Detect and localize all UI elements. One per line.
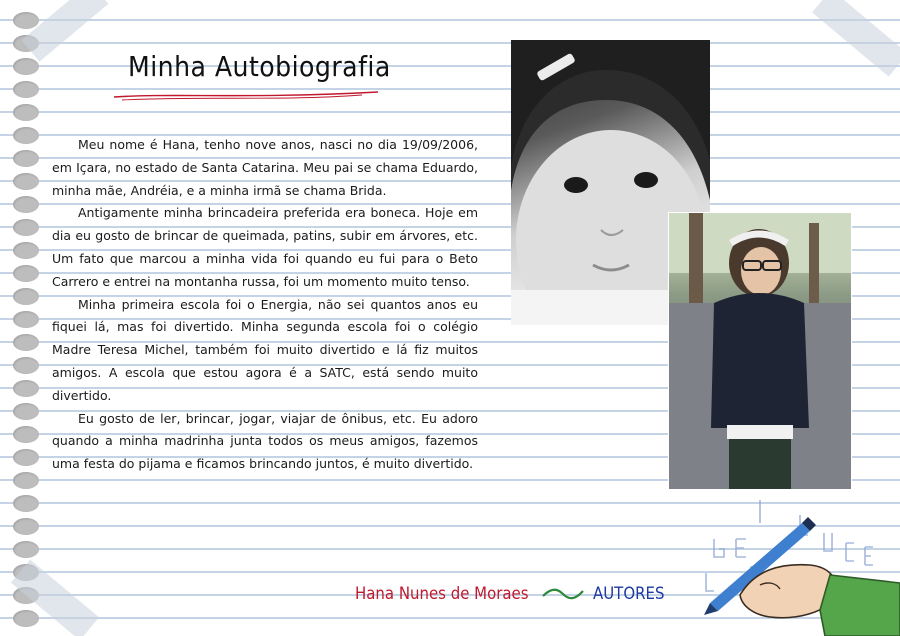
tape-corner-top-left (22, 0, 109, 62)
binding-hole (13, 12, 39, 29)
spiral-binding (13, 12, 43, 636)
binding-hole (13, 403, 39, 420)
binding-hole (13, 81, 39, 98)
binding-hole (13, 380, 39, 397)
binding-hole (13, 265, 39, 282)
binding-hole (13, 242, 39, 259)
binding-hole (13, 334, 39, 351)
binding-hole (13, 127, 39, 144)
paragraph: Antigamente minha brincadeira preferida era boneca. Hoje em dia eu gosto de brincar de queimada, patins, subir em árvores, etc. Um fato que marcou a minha vida foi quando eu fui para o Beto Carrero e entrei na montanha russa, foi um momento muito tenso. (52, 205, 478, 289)
binding-hole (13, 541, 39, 558)
autobiography-text (52, 134, 478, 476)
binding-hole (13, 288, 39, 305)
binding-hole (13, 219, 39, 236)
binding-hole (13, 449, 39, 466)
writing-hand-icon (700, 495, 900, 636)
binding-hole (13, 357, 39, 374)
binding-hole (13, 610, 39, 627)
binding-hole (13, 150, 39, 167)
binding-hole (13, 472, 39, 489)
girl-photo (668, 212, 852, 490)
binding-hole (13, 196, 39, 213)
paragraph: Eu gosto de ler, brincar, jogar, viajar de ônibus, etc. Eu adoro quando a minha madrinha junta todos os meus amigos, fazemos uma festa do pijama e ficamos brincando juntos, é muito divertido. (52, 410, 478, 472)
binding-hole (13, 173, 39, 190)
section-label: AUTORES (593, 584, 665, 604)
binding-hole (13, 426, 39, 443)
author-name: Hana Nunes de Moraes (355, 584, 529, 604)
binding-hole (13, 58, 39, 75)
girl-portrait-illustration (669, 213, 851, 489)
binding-hole (13, 518, 39, 535)
tilde-separator-icon (541, 585, 585, 603)
binding-hole (13, 311, 39, 328)
page-title: Minha Autobiografia (128, 50, 391, 83)
binding-hole (13, 104, 39, 121)
paragraph: Minha primeira escola foi o Energia, não sei quantos anos eu fiquei lá, mas foi divertido. Minha segunda escola foi o colégio Madre Teresa Michel, também foi muito divertido e lá fiz muitos amigos. A escola que estou agora é a SATC, está sendo muito divertido. (52, 296, 478, 403)
paragraph: Meu nome é Hana, tenho nove anos, nasci no dia 19/09/2006, em Içara, no estado de Santa Catarina. Meu pai se chama Eduardo, minha mãe, Andréia, e a minha irmã se chama Brida. (52, 137, 478, 198)
tape-corner-top-right (812, 0, 900, 77)
binding-hole (13, 495, 39, 512)
title-underline (112, 88, 380, 104)
page-footer (355, 584, 674, 604)
